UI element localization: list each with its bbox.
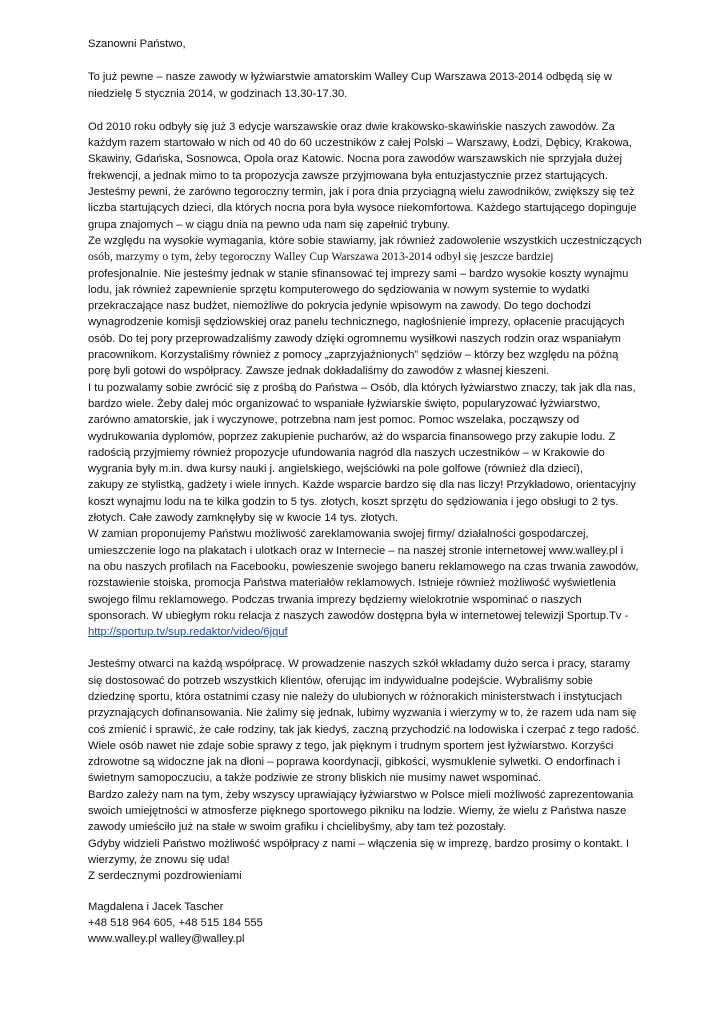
body1-line: liczba startujących dzieci, dla których nocna pora była wysoce niekomfortowa. Każdego startującego dopinguje <box>88 202 637 215</box>
body1-line: sponsorach. W ubiegłym roku relacja z naszych zawodów dostępna była w internetowej telewizji Sportup.Tv - <box>88 609 629 622</box>
body1-line: przekraczające nasz budżet, niemożliwe do pokrycia jedynie wpisowym na zawody. Do tego dochodzi <box>88 300 591 313</box>
body1-line: swojego filmu reklamowego. Podczas trwania imprezy będziemy wielokrotnie wspominać o naszych <box>88 593 582 606</box>
body2-line: Bardzo zależy nam na tym, żeby wszyscy uprawiający łyżwiarstwo w Polsce mieli możliwość zaprezentowania <box>88 788 634 801</box>
body1-line: wydrukowania dyplomów, poprzez zakupienie pucharów, aż do wsparcia finansowego przy zakupie lodu. Z <box>88 430 616 443</box>
body1-line: Ze względu na wysokie wymagania, które sobie stawiamy, jak również zadowolenie wszystkich uczestniczących <box>88 234 642 247</box>
body1-line: osób, marzymy o tym, żeby tegoroczny Walley Cup Warszawa 2013-2014 odbył się jeszcze bardziej <box>88 250 554 264</box>
body1-line: frekwencji, a jednak mimo to ta propozycja zawsze przyjmowana była entuzjastycznie przez startujących. <box>88 169 608 182</box>
body1-line: radością przyjmiemy również propozycje ufundowania nagród dla naszych uczestników – w Krakowie do <box>88 446 605 459</box>
body1-line: grupa znajomych – w ciągu dnia na pewno uda nam się zapełnić trybuny. <box>88 218 450 231</box>
body1-line: zarówno amatorskie, jak i wyczynowe, potrzebna nam jest pomoc. Pomoc wszelaka, począwszy od <box>88 414 580 427</box>
body2-line: zdrowotne są widoczne jak na dłoni – poprawa koordynacji, gibkości, wysmuklenie sylwetki. O endorfinach i <box>88 756 621 769</box>
body1-line: Od 2010 roku odbyły się już 3 edycje warszawskie oraz dwie krakowsko-skawińskie naszych zawodów. Za <box>88 120 615 133</box>
body-paragraph-2 <box>88 656 644 884</box>
body1-line: złotych. Całe zawody zamknęłyby się w kwocie 14 tys. złotych. <box>88 512 399 525</box>
body2-line: Gdyby widzieli Państwo możliwość współpracy z nami – włączenia się w imprezę, bardzo prosimy o kontakt. I <box>88 837 629 850</box>
body2-line: swoich umiejętności w atmosferze pięknego sportowego pikniku na lodzie. Wiemy, że wielu z Państwa nasze <box>88 805 627 818</box>
signature-names: Magdalena i Jacek Tascher <box>88 900 224 913</box>
signature-phones: +48 518 964 605, +48 515 184 555 <box>88 916 263 929</box>
body2-line: Wiele osób nawet nie zdaje sobie sprawy z tego, jak pięknym i trudnym sportem jest łyżwiarstwo. Korzyści <box>88 739 614 752</box>
body1-line: lodu, jak również zapewnienie sprzętu komputerowego do sędziowania w nowym systemie to wydatki <box>88 283 590 296</box>
body1-line: Jesteśmy pewni, że zarówno tegoroczny termin, jak i pora dnia przyciągną wielu zawodników, zwiększy się też <box>88 186 635 199</box>
body1-line: Skawiny, Gdańska, Sosnowca, Opola oraz Katowic. Nocna pora zawodów warszawskich nie sprzyjała dużej <box>88 153 622 166</box>
body1-line: koszt wynajmu lodu na te kilka godzin to 5 tys. złotych, koszt sprzętu do sędziowania i jego obsługi to 2 tys. <box>88 495 619 508</box>
body1-line: I tu pozwalamy sobie zwrócić się z prośbą do Państwa – Osób, dla których łyżwiarstwo znaczy, tak jak dla nas, <box>88 381 636 394</box>
intro-line: To już pewne – nasze zawody w łyżwiarstwie amatorskim Walley Cup Warszawa 2013-2014 odbędą się w <box>88 71 612 84</box>
body1-line: umieszczenie logo na plakatach i ulotkach oraz w Internecie – na naszej stronie internetowej www.walley.pl i <box>88 544 624 557</box>
body1-line: zakupy ze stylistką, gadżety i wiele innych. Każde wsparcie bardzo się dla nas liczy! Przykładowo, orientacyjny <box>88 479 636 492</box>
body2-line: zawody umieściło już na stałe w swoim grafiku i chcielibyśmy, aby tam też pozostały. <box>88 821 507 834</box>
body2-line: coś zmienić i sprawić, że całe rodziny, tak jak kiedyś, zaczną przychodzić na lodowiska i czerpać z tego radość. <box>88 723 640 736</box>
body1-line: wygrania były m.in. dwa kursy nauki j. angielskiego, wejściówki na pole golfowe (również dla dzieci), <box>88 463 583 476</box>
body1-line: pracownikom. Korzystaliśmy również z pomocy „zaprzyjaźnionych” sędziów – którzy bez względu na późną <box>88 349 619 362</box>
body1-line: każdym razem startowało w nich od 40 do 60 uczestników z całej Polski – Warszawy, Łodzi, Dębicy, Krakowa, <box>88 137 632 150</box>
body1-line: osób. Do tej pory przeprowadzaliśmy zawody dzięki ogromnemu wysiłkowi naszych rodzin oraz wspaniałym <box>88 332 621 345</box>
signature-web-email: www.walley.pl walley@walley.pl <box>88 933 245 946</box>
closing: Z serdecznymi pozdrowieniami <box>88 870 242 883</box>
body1-line: porę byli gotowi do współpracy. Zawsze jednak dokładaliśmy do zawodów z własnej kieszeni. <box>88 365 550 378</box>
intro-paragraph <box>88 69 644 102</box>
sportup-video-link[interactable]: http://sportup.tv/sup.redaktor/video/6jquf <box>88 626 288 639</box>
body-paragraph-1 <box>88 119 644 641</box>
body1-line: na obu naszych profilach na Facebooku, powieszenie swojego baneru reklamowego na czas trwania zawodów, <box>88 560 639 573</box>
signature-block <box>88 899 644 948</box>
body1-line: wynagrodzenie komisji sędziowskiej oraz panelu technicznego, nagłośnienie imprezy, opłacenie pracujących <box>88 316 625 329</box>
body2-line: dziedzinę sportu, która ostatnimi czasy nie należy do ulubionych w różnorakich ministerstwach i instytucjach <box>88 690 623 703</box>
salutation: Szanowni Państwo, <box>88 38 186 50</box>
body1-line: rozstawienie stoiska, promocja Państwa materiałów reklamowych. Istnieje również możliwość wyświetlenia <box>88 577 616 590</box>
body2-line: Jesteśmy otwarci na każdą współpracę. W prowadzenie naszych szkół wkładamy dużo serca i pracy, staramy <box>88 658 630 671</box>
body1-line: bardzo wiele. Żeby dalej móc organizować to wspaniałe łyżwiarskie święto, popularyzować łyżwiarstwo, <box>88 397 601 410</box>
body2-line: świetnym samopoczuciu, a także podziwie ze strony bliskich nie musimy nawet wspominać. <box>88 772 542 785</box>
body2-line: wierzymy, że znowu się uda! <box>88 853 230 866</box>
body2-line: przyznających dofinansowania. Nie żalimy się jednak, lubimy wyzwania i wierzymy w to, że razem uda nam się <box>88 707 637 720</box>
body2-line: się dostosować do potrzeb wszystkich klientów, oferując im indywidualne podejście. Wybraliśmy sobie <box>88 674 593 687</box>
body1-line: W zamian proponujemy Państwu możliwość zareklamowania swojej firmy/ działalności gospodarczej, <box>88 528 589 541</box>
body1-line: profesjonalnie. Nie jesteśmy jednak w stanie sfinansować tej imprezy sami – bardzo wysokie koszty wynajmu <box>88 267 629 280</box>
intro-line: niedzielę 5 stycznia 2014, w godzinach 13.30-17.30. <box>88 87 348 100</box>
